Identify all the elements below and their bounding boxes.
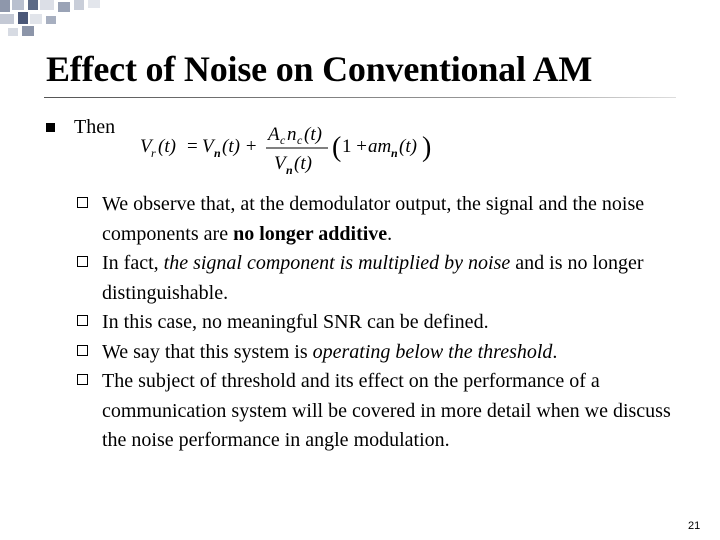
text-span: The subject of threshold and its effect on the performance of a communication system will be covered in more detail when we discuss the noise performance in angle modulation.: [102, 370, 671, 451]
eq-bracket-am: am: [368, 136, 392, 157]
list-item: [76, 338, 676, 368]
eq-num-n: n: [287, 124, 297, 145]
eq-bracket-sub: n: [391, 146, 398, 160]
eq-equals: =: [187, 136, 198, 157]
square-bullet-icon: [46, 123, 55, 132]
text-span-bold: no longer additive: [233, 222, 388, 245]
eq-lhs-arg: (t): [158, 136, 176, 157]
list-item: [76, 367, 676, 456]
eq-num-a-sub: c: [280, 133, 286, 147]
text-span: In fact,: [102, 252, 164, 274]
checkbox-bullet-icon: [77, 374, 88, 385]
text-span: .: [552, 340, 558, 363]
eq-bracket-arg: (t): [399, 136, 417, 157]
text-span: .: [387, 222, 393, 245]
eq-num-n-sub: c: [297, 133, 303, 147]
title-divider: [44, 97, 676, 98]
eq-num-arg: (t): [304, 124, 322, 145]
eq-lhs-sub: r: [151, 146, 156, 160]
checkbox-bullet-icon: [77, 197, 88, 208]
eq-rhs-sub: n: [214, 146, 221, 160]
checkbox-bullet-icon: [77, 256, 88, 267]
text-span: and is no longer distinguishable.: [102, 252, 644, 304]
page-number: 21: [688, 520, 701, 532]
eq-lhs-var: V: [140, 136, 152, 157]
eq-rhs-arg: (t) +: [222, 136, 258, 157]
eq-den-sub: n: [286, 163, 293, 177]
list-item: [76, 249, 676, 308]
list-item: [76, 308, 676, 338]
checkbox-bullet-icon: [77, 345, 88, 356]
text-span-italic: operating below the threshold: [312, 340, 553, 363]
eq-bracket-one: 1 +: [342, 136, 367, 157]
text-span: We observe that, at the demodulator output, the signal and the noise components are: [102, 193, 645, 245]
eq-den-var: V: [274, 153, 286, 174]
list-item: [76, 190, 676, 249]
eq-paren-close: ): [422, 132, 432, 163]
sub-bullet-list: [76, 190, 676, 456]
eq-paren-open: (: [332, 132, 342, 163]
eq-num-a: A: [268, 124, 280, 145]
eq-den-arg: (t): [294, 153, 312, 174]
corner-decoration: [0, 0, 140, 40]
text-span: In this case, no meaningful SNR can be defined.: [102, 311, 489, 333]
equation: [140, 121, 440, 181]
text-span: We say that this system is: [102, 340, 313, 363]
text-span-italic: the signal component is multiplied by noise: [163, 252, 511, 274]
eq-rhs-var: V: [202, 136, 214, 157]
then-label: Then: [74, 116, 116, 138]
checkbox-bullet-icon: [77, 315, 88, 326]
slide-title: Effect of Noise on Conventional AM: [46, 49, 593, 89]
